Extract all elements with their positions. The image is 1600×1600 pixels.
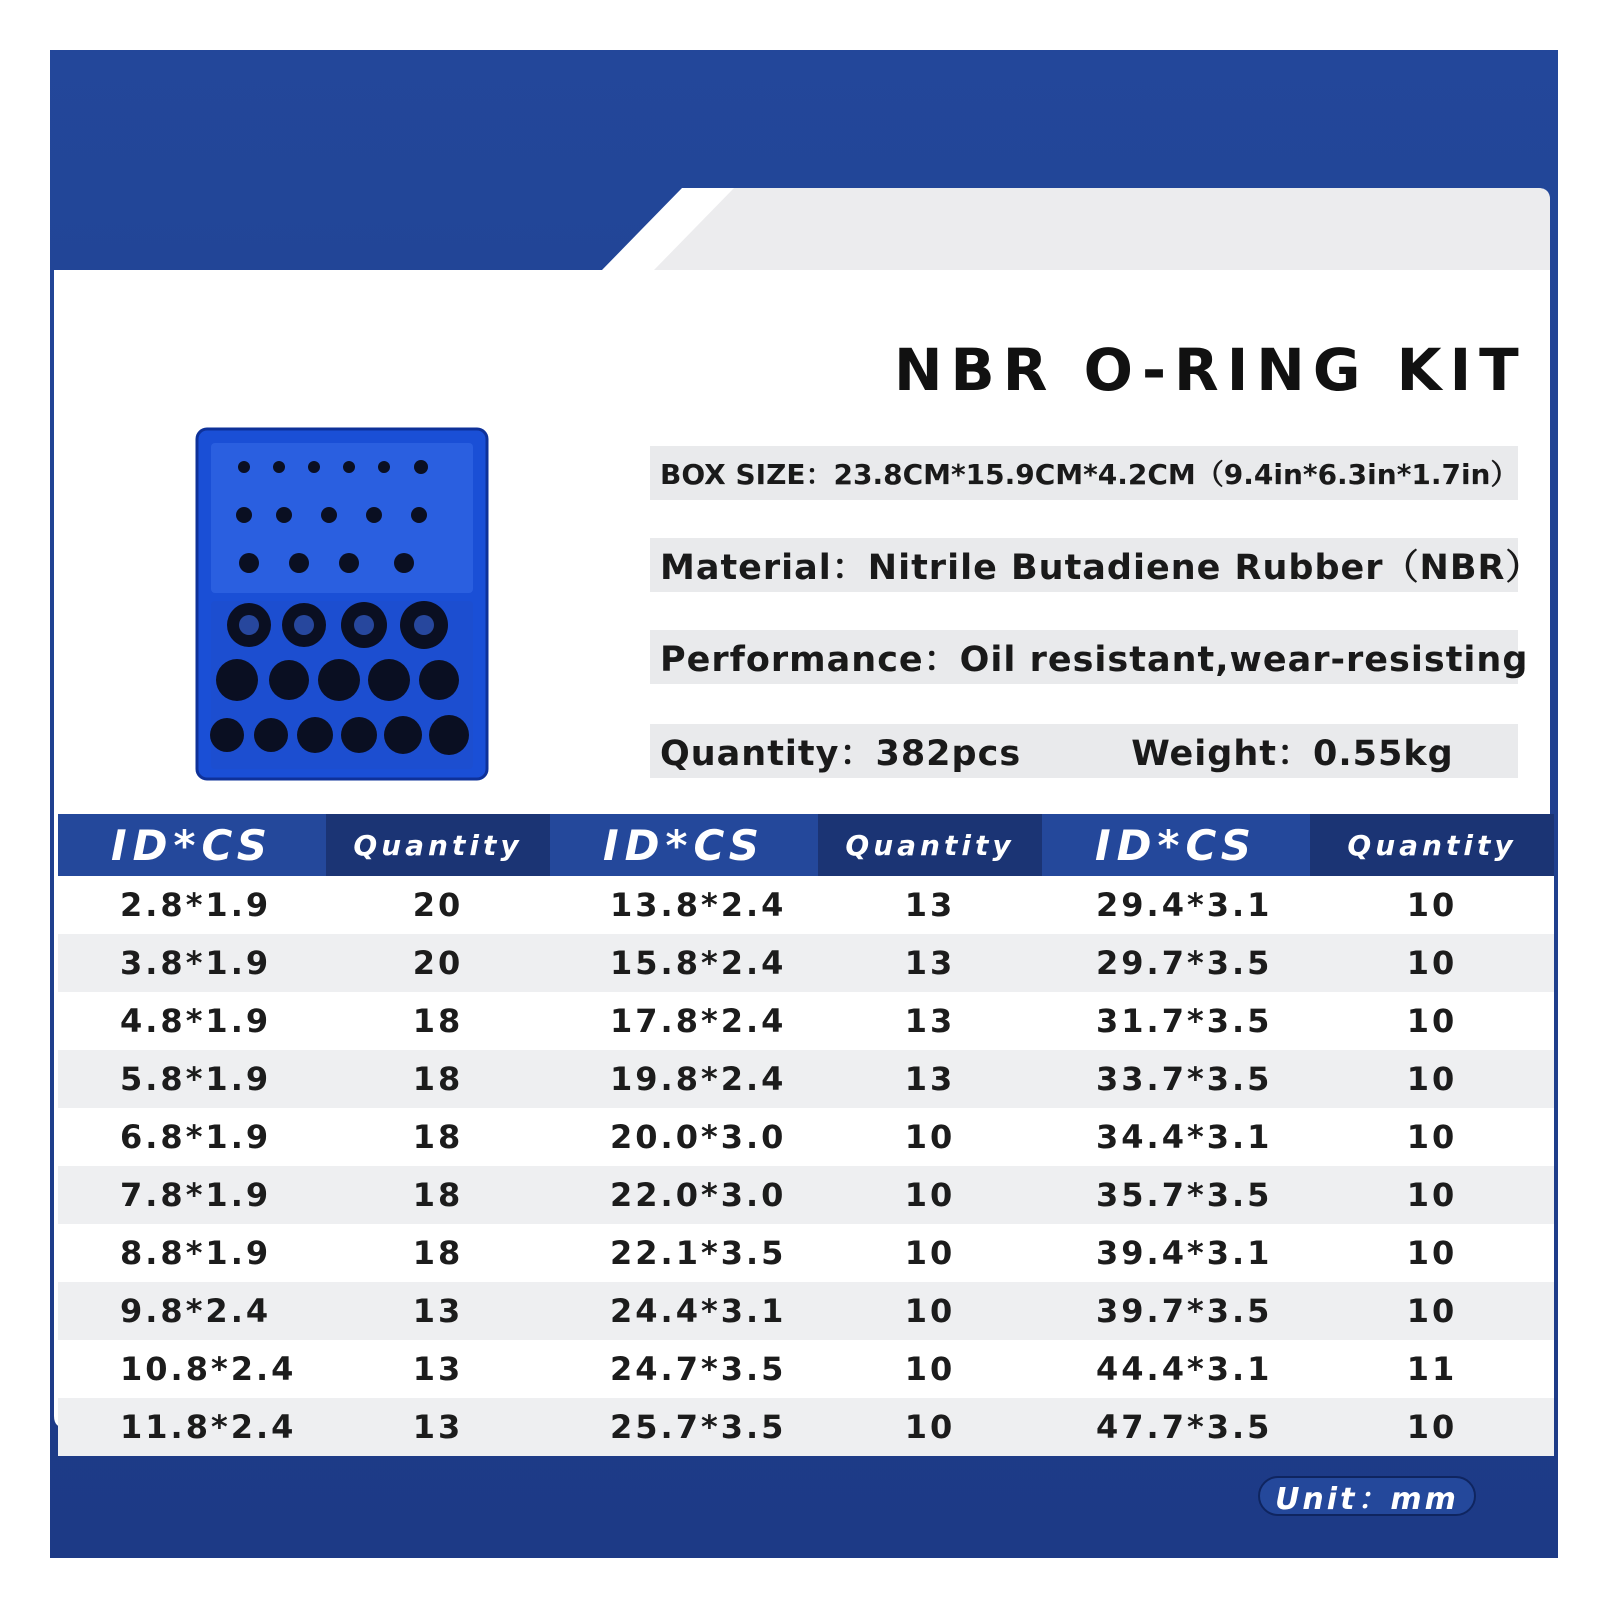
cell-id-cs: 9.8*2.4 — [120, 1292, 272, 1330]
spec-performance-text: Performance：Oil resistant,wear-resisting — [660, 640, 1529, 680]
cell-quantity: 10 — [1406, 1118, 1458, 1156]
header-quantity: Quantity — [818, 814, 1042, 876]
cell-quantity: 10 — [1406, 1176, 1458, 1214]
table-row — [58, 934, 1554, 992]
cell-quantity: 13 — [412, 1408, 464, 1446]
cell-quantity: 20 — [412, 944, 464, 982]
cell-quantity: 11 — [1406, 1350, 1458, 1388]
cell-quantity: 10 — [1406, 1060, 1458, 1098]
cell-id-cs: 2.8*1.9 — [120, 886, 272, 924]
cell-id-cs: 31.7*3.5 — [1096, 1002, 1273, 1040]
spec-material-text: Material：Nitrile Butadiene Rubber（NBR） — [660, 548, 1542, 588]
table-row — [58, 1282, 1554, 1340]
cell-id-cs: 44.4*3.1 — [1096, 1350, 1273, 1388]
cell-quantity: 18 — [412, 1176, 464, 1214]
content-panel — [54, 188, 1550, 1517]
cell-id-cs: 7.8*1.9 — [120, 1176, 272, 1214]
header-quantity: Quantity — [1310, 814, 1554, 876]
cell-quantity: 10 — [1406, 1292, 1458, 1330]
cell-id-cs: 10.8*2.4 — [120, 1350, 297, 1388]
cell-id-cs: 11.8*2.4 — [120, 1408, 297, 1446]
cell-id-cs: 39.4*3.1 — [1096, 1234, 1273, 1272]
cell-quantity: 10 — [904, 1408, 956, 1446]
cell-quantity: 13 — [412, 1292, 464, 1330]
cell-quantity: 13 — [904, 1060, 956, 1098]
cell-quantity: 18 — [412, 1002, 464, 1040]
cell-quantity: 10 — [904, 1292, 956, 1330]
cell-id-cs: 20.0*3.0 — [610, 1118, 787, 1156]
cell-quantity: 18 — [412, 1060, 464, 1098]
spec-quantity-weight — [650, 724, 1518, 778]
spec-box-size-text: BOX SIZE：23.8CM*15.9CM*4.2CM（9.4in*6.3in*1.7in） — [660, 458, 1519, 491]
cell-id-cs: 24.4*3.1 — [610, 1292, 787, 1330]
cell-id-cs: 34.4*3.1 — [1096, 1118, 1273, 1156]
cell-id-cs: 17.8*2.4 — [610, 1002, 787, 1040]
cell-id-cs: 22.1*3.5 — [610, 1234, 787, 1272]
cell-id-cs: 19.8*2.4 — [610, 1060, 787, 1098]
page-frame — [50, 50, 1558, 1558]
header-id-cs: ID*CS — [550, 814, 818, 876]
cell-quantity: 10 — [1406, 1002, 1458, 1040]
cell-quantity: 13 — [412, 1350, 464, 1388]
cell-id-cs: 5.8*1.9 — [120, 1060, 272, 1098]
cell-id-cs: 4.8*1.9 — [120, 1002, 272, 1040]
spec-box-size — [650, 446, 1518, 500]
cell-id-cs: 22.0*3.0 — [610, 1176, 787, 1214]
cell-id-cs: 13.8*2.4 — [610, 886, 787, 924]
table-body — [58, 876, 1554, 1456]
spec-performance — [650, 630, 1529, 684]
table-row — [58, 992, 1554, 1050]
cell-id-cs: 47.7*3.5 — [1096, 1408, 1273, 1446]
cell-id-cs: 29.4*3.1 — [1096, 886, 1273, 924]
spec-quantity-text: Quantity：382pcs — [660, 734, 1022, 774]
cell-id-cs: 6.8*1.9 — [120, 1118, 272, 1156]
spec-material — [650, 538, 1542, 592]
spec-weight-text: Weight：0.55kg — [1131, 734, 1454, 774]
cell-id-cs: 39.7*3.5 — [1096, 1292, 1273, 1330]
page-title: NBR O-RING KIT — [894, 336, 1527, 404]
unit-badge: Unit：mm — [1258, 1476, 1476, 1516]
table-row — [58, 1050, 1554, 1108]
table-row — [58, 876, 1554, 934]
cell-quantity: 10 — [1406, 944, 1458, 982]
header-id-cs: ID*CS — [58, 814, 326, 876]
cell-quantity: 13 — [904, 886, 956, 924]
cell-quantity: 18 — [412, 1234, 464, 1272]
cell-quantity: 13 — [904, 944, 956, 982]
cell-quantity: 10 — [904, 1234, 956, 1272]
cell-quantity: 10 — [904, 1350, 956, 1388]
table-row — [58, 1166, 1554, 1224]
cell-id-cs: 33.7*3.5 — [1096, 1060, 1273, 1098]
table-row — [58, 1340, 1554, 1398]
cell-quantity: 10 — [1406, 1408, 1458, 1446]
cell-quantity: 13 — [904, 1002, 956, 1040]
cell-id-cs: 3.8*1.9 — [120, 944, 272, 982]
cell-id-cs: 25.7*3.5 — [610, 1408, 787, 1446]
cell-quantity: 10 — [904, 1176, 956, 1214]
cell-quantity: 20 — [412, 886, 464, 924]
cell-id-cs: 24.7*3.5 — [610, 1350, 787, 1388]
cell-quantity: 10 — [1406, 886, 1458, 924]
table-header — [58, 814, 1554, 876]
cell-quantity: 18 — [412, 1118, 464, 1156]
cell-quantity: 10 — [904, 1118, 956, 1156]
header-id-cs: ID*CS — [1042, 814, 1310, 876]
cell-quantity: 10 — [1406, 1234, 1458, 1272]
product-kit-image — [189, 425, 499, 785]
cell-id-cs: 15.8*2.4 — [610, 944, 787, 982]
table-row — [58, 1224, 1554, 1282]
table-row — [58, 1108, 1554, 1166]
cell-id-cs: 29.7*3.5 — [1096, 944, 1273, 982]
header-quantity: Quantity — [326, 814, 550, 876]
cell-id-cs: 35.7*3.5 — [1096, 1176, 1273, 1214]
cell-id-cs: 8.8*1.9 — [120, 1234, 272, 1272]
table-row — [58, 1398, 1554, 1456]
